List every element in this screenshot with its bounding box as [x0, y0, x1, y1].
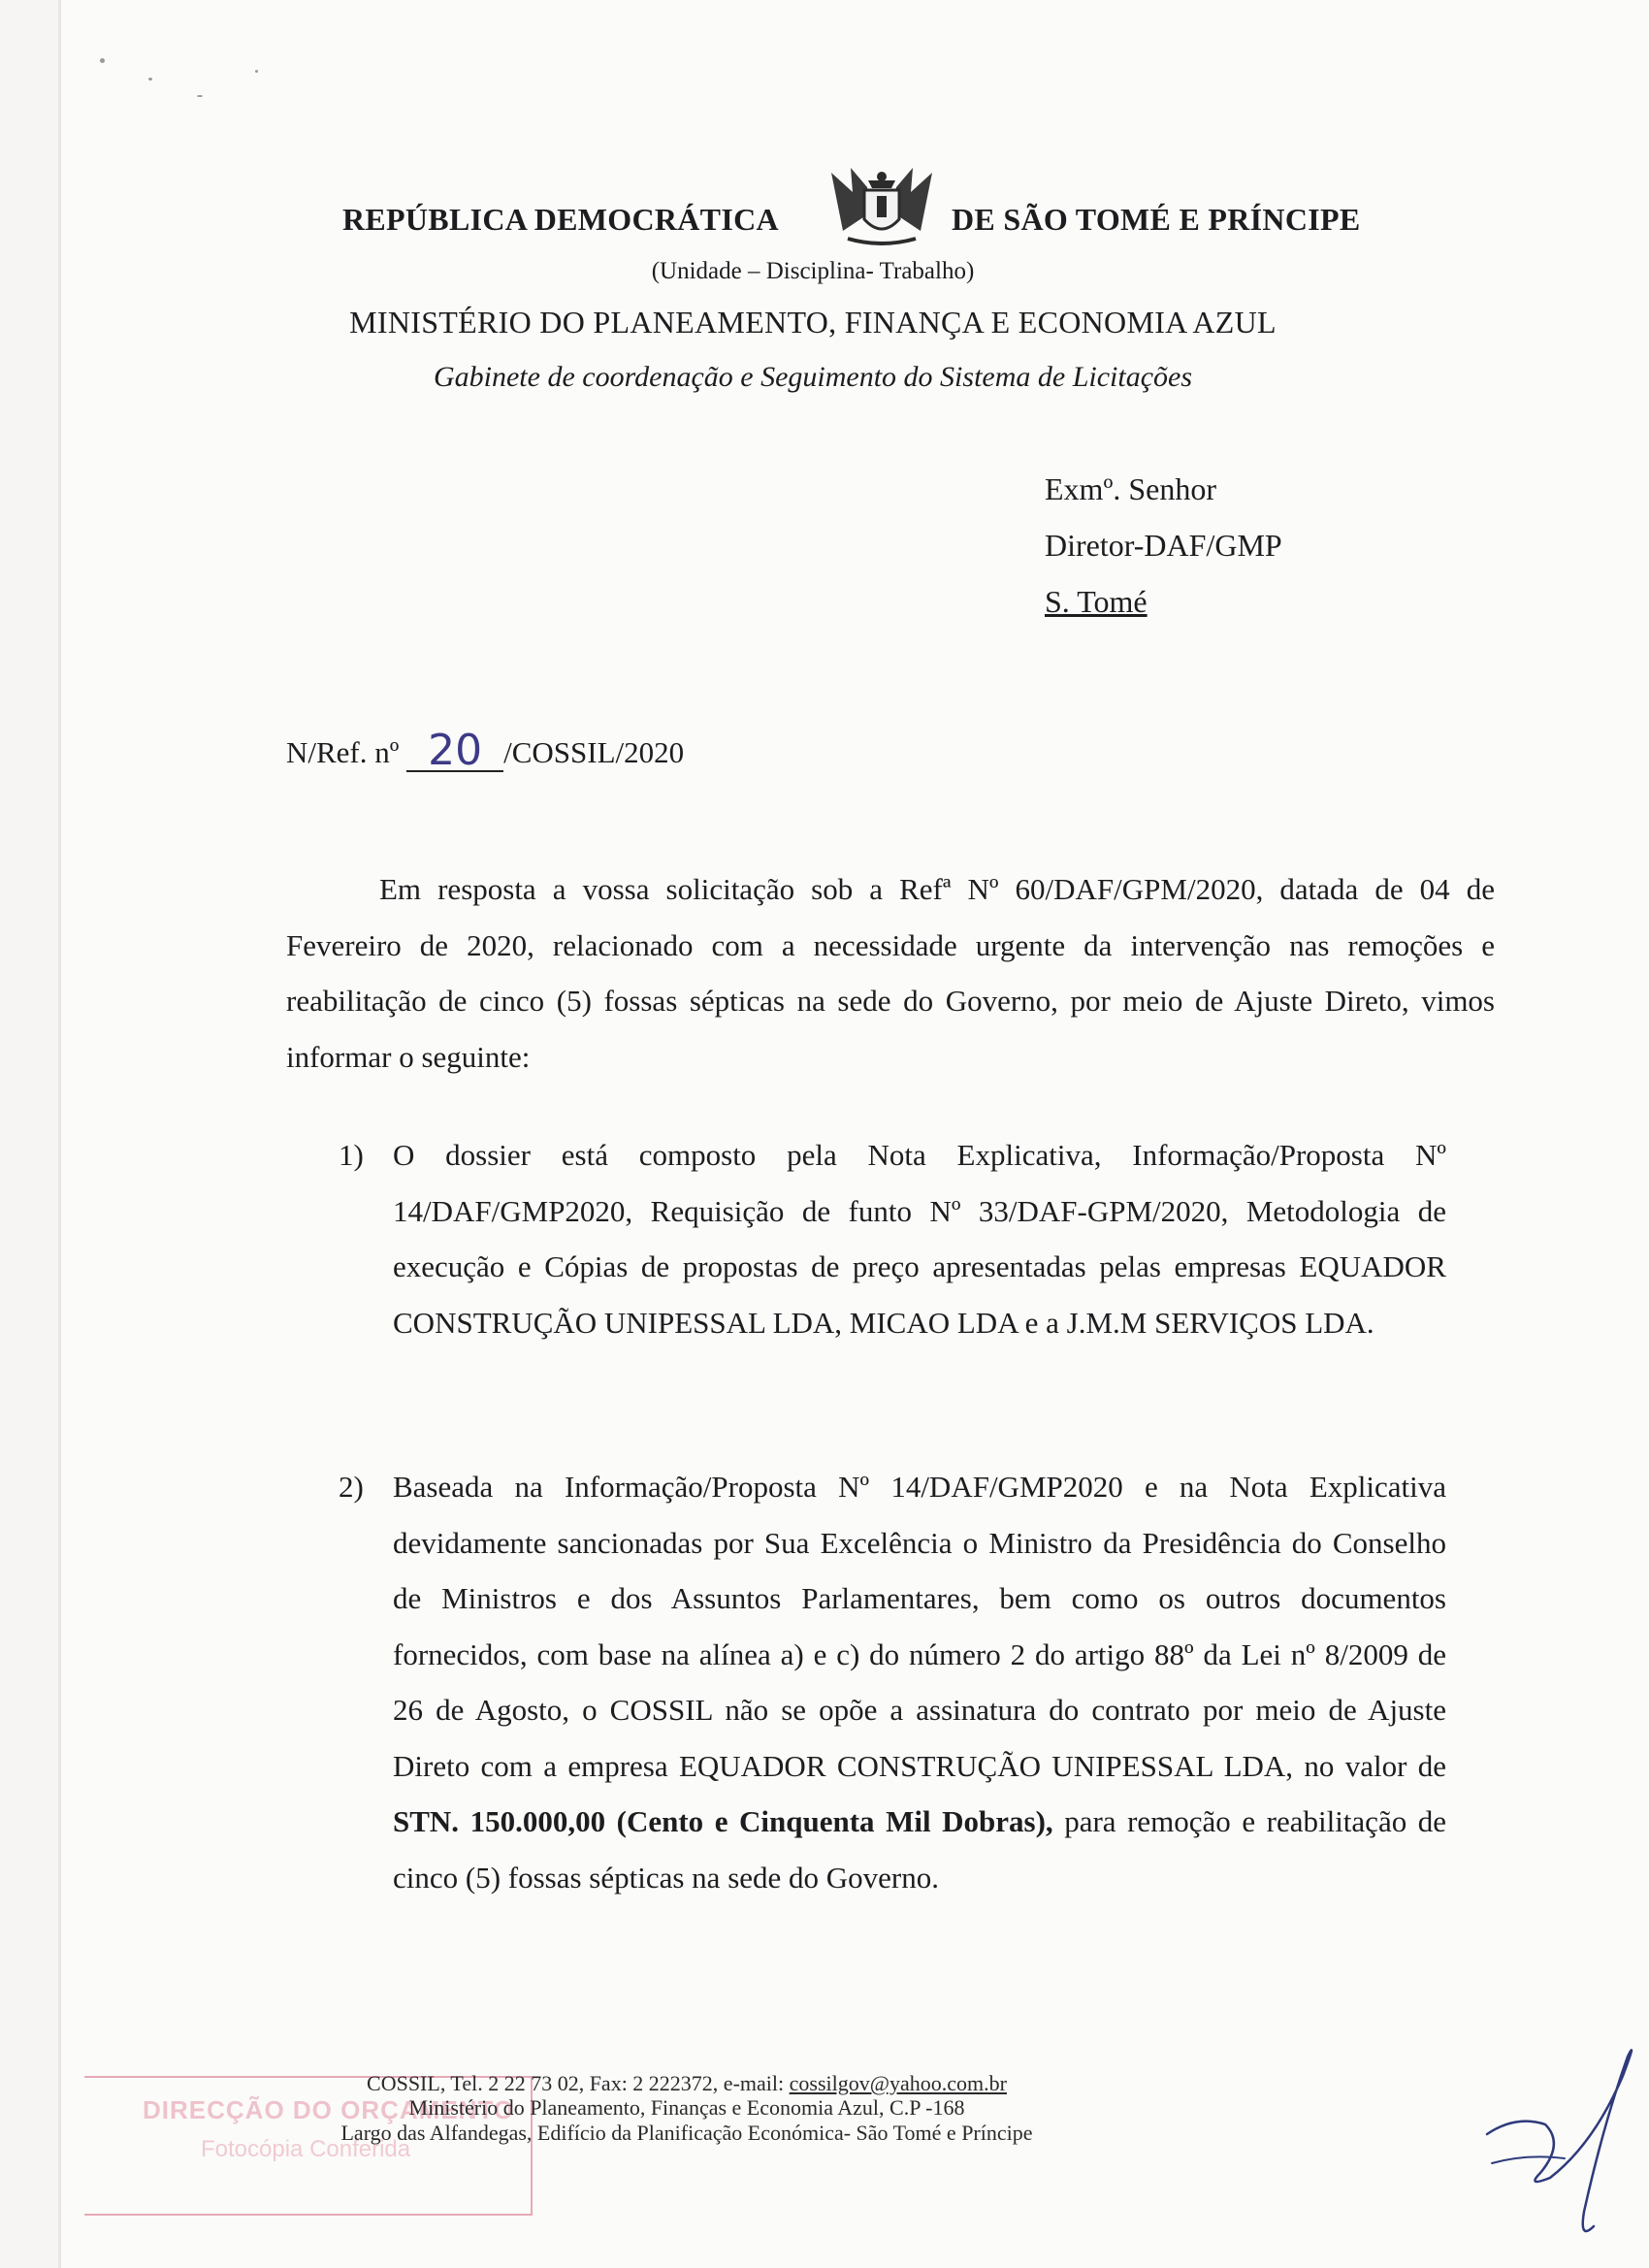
intro-paragraph: Em resposta a vossa solicitação sob a Refª Nº 60/DAF/GPM/2020, datada de 04 de Fevereiro de 2020, relacionado com a necessidade urgente da intervenção nas remoções e reabilitação de cinco (5) fossas sépticas na sede do Governo, por meio de Ajuste Direto, vimos informar o seguinte: — [286, 872, 1495, 1074]
footer-email-link[interactable]: cossilgov@yahoo.com.br — [789, 2071, 1007, 2095]
scan-speck — [100, 58, 105, 63]
addressee-salutation: Exmº. Senhor — [1045, 471, 1217, 506]
cabinet-name: Gabinete de coordenação e Seguimento do Sistema de Licitações — [433, 361, 1193, 393]
footer-contact-text: COSSIL, Tel. 2 22 73 02, Fax: 2 222372, e-mail: — [367, 2071, 790, 2095]
national-motto: (Unidade – Disciplina- Trabalho) — [651, 258, 975, 284]
footer-ministry: Ministério do Planeamento, Finanças e Economia Azul, C.P -168 — [408, 2095, 965, 2120]
footer-address: Largo das Alfandegas, Edifício da Planificação Económica- São Tomé e Príncipe — [340, 2121, 1033, 2145]
item2-text-part: Baseada na Informação/Proposta Nº 14/DAF/GMP2020 e na Nota Explicativa devidamente sancionadas por Sua Excelência o Ministro da Presidência do Conselho de Ministros e dos Assuntos Parlamentares, bem como os outros documentos fornecidos, com base na alínea a) e c) do número 2 do artigo 88º da Lei nº 8/2009 de 26 de Agosto, o COSSIL não se opõe a assinatura do contrato por meio de Ajuste Direto com a empresa EQUADOR CONSTRUÇÃO UNIPESSAL LDA, no valor de — [393, 1470, 1446, 1783]
scan-speck — [255, 70, 258, 73]
reference-prefix: N/Ref. nº — [286, 735, 400, 769]
letter-page — [58, 0, 1649, 2268]
addressee-city: S. Tomé — [1045, 584, 1148, 619]
list-item-text — [393, 1459, 1446, 1905]
scan-speck — [197, 95, 203, 97]
country-name-right: DE SÃO TOMÉ E PRÍNCIPE — [952, 202, 1361, 237]
list-item-number: 2) — [339, 1470, 364, 1504]
stamp-title: DIRECÇÃO DO ORÇAMENTO — [143, 2095, 515, 2124]
footer-contact — [61, 2071, 1312, 2096]
item2-text-part: para remoção e reabilitação de cinco (5) fossas sépticas na sede do Governo. — [393, 1804, 1447, 1895]
list-item-number: 1) — [339, 1138, 364, 1172]
stamp-subtitle: Fotocópia Conferida — [201, 2136, 411, 2162]
reference-suffix: /COSSIL/2020 — [503, 735, 685, 769]
list-item-text: O dossier está composto pela Nota Explicativa, Informação/Proposta Nº 14/DAF/GMP2020, Requisição de funto Nº 33/DAF-GPM/2020, Metodologia de execução e Cópias de propostas de preço apresentadas pelas empresas EQUADOR CONSTRUÇÃO UNIPESSAL LDA, MICAO LDA e a J.M.M SERVIÇOS LDA. — [393, 1138, 1446, 1340]
letterhead — [61, 163, 1649, 250]
ministry-name: MINISTÉRIO DO PLANEAMENTO, FINANÇA E ECONOMIA AZUL — [349, 305, 1277, 340]
contract-amount: STN. 150.000,00 (Cento e Cinquenta Mil Dobras), — [393, 1804, 1053, 1838]
reference-number-handwritten: 20 — [406, 731, 503, 772]
addressee-title: Diretor-DAF/GMP — [1045, 528, 1282, 563]
reference-line — [286, 726, 685, 775]
country-name-left: REPÚBLICA DEMOCRÁTICA — [342, 202, 779, 237]
handwritten-signature — [1458, 2018, 1649, 2260]
coat-of-arms-icon — [824, 163, 940, 250]
scan-speck — [148, 78, 152, 81]
